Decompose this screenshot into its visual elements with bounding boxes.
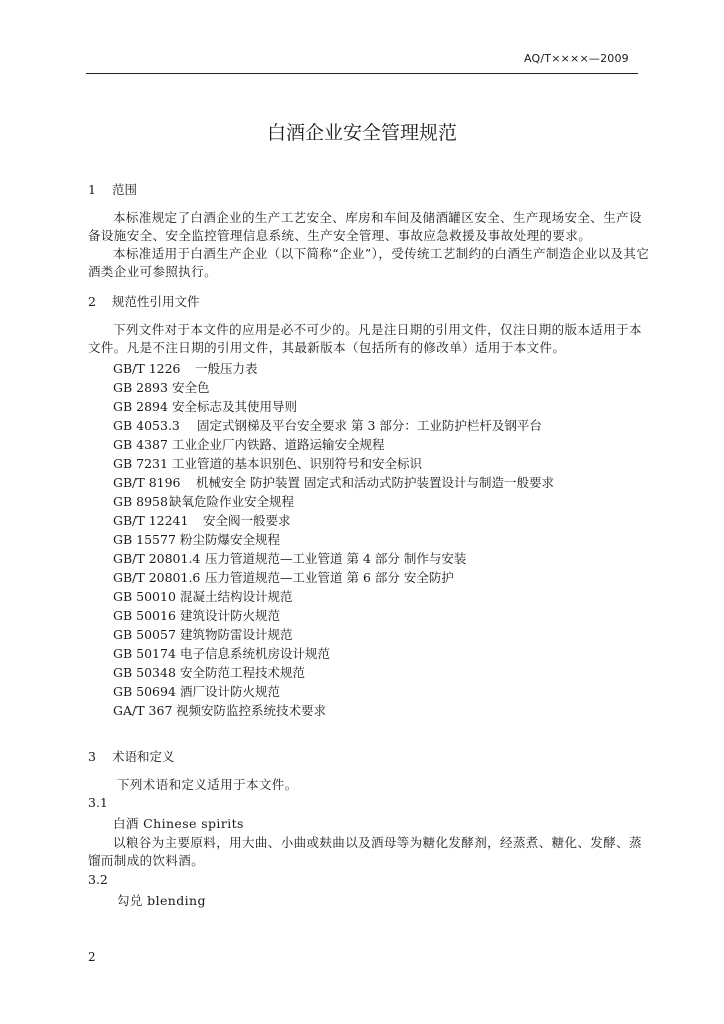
reference-item: [113, 492, 294, 510]
reference-title: 混凝土结构设计规范: [180, 589, 293, 604]
reference-item: [113, 549, 466, 567]
paragraph-line: 下列文件对于本文件的应用是必不可少的。凡是注日期的引用文件，仅注日期的版本适用于本: [113, 322, 642, 337]
reference-title: 压力管道规范—工业管道 第 6 部分 安全防护: [205, 570, 454, 585]
term-number: 3.1: [88, 795, 108, 810]
reference-item: [113, 435, 385, 453]
reference-title: 一般压力表: [195, 361, 258, 376]
reference-code: GB 50348: [113, 665, 176, 680]
reference-title: 粉尘防爆安全规程: [180, 532, 281, 547]
header-rule: [86, 73, 638, 74]
reference-item: [113, 644, 330, 662]
reference-title: 缺氧危险作业安全规程: [169, 494, 295, 509]
reference-item: [113, 378, 210, 396]
reference-item: [113, 397, 297, 415]
reference-item: [113, 511, 291, 529]
section-number: 1: [88, 182, 96, 197]
reference-title: 建筑物防雷设计规范: [180, 627, 293, 642]
reference-title: 安全阀一般要求: [203, 513, 291, 528]
reference-code: GB 8958: [113, 494, 168, 509]
reference-title: 电子信息系统机房设计规范: [180, 646, 331, 661]
reference-title: 酒厂设计防火规范: [180, 684, 281, 699]
paragraph-line: 本标准规定了白酒企业的生产工艺安全、库房和车间及储酒罐区安全、生产现场安全、生产设: [113, 210, 642, 225]
reference-item: [113, 606, 280, 624]
section-title: 范围: [111, 182, 137, 197]
section-title: 术语和定义: [111, 749, 175, 764]
section-2-heading: [88, 292, 200, 310]
reference-item: [113, 530, 280, 548]
reference-code: GB 7231: [113, 456, 168, 471]
reference-item: [113, 454, 422, 472]
page-number: 2: [88, 950, 96, 964]
reference-code: GB 4387: [113, 437, 168, 452]
reference-title: 安全防范工程技术规范: [180, 665, 306, 680]
paragraph-line: 文件。凡是不注日期的引用文件，其最新版本（包括所有的修改单）适用于本文件。: [88, 340, 566, 355]
reference-item: [113, 416, 542, 434]
reference-item: [113, 473, 554, 491]
reference-title: 工业企业厂内铁路、道路运输安全规程: [172, 437, 385, 452]
section-number: 2: [88, 294, 96, 309]
reference-code: GB 50174: [113, 646, 176, 661]
reference-item: [113, 682, 280, 700]
reference-code: GB 2894: [113, 399, 168, 414]
term-definition-line: 以粮谷为主要原料，用大曲、小曲或麸曲以及酒母等为糖化发酵剂，经蒸煮、糖化、发酵、蒸: [113, 835, 642, 850]
reference-item: [113, 625, 293, 643]
reference-title: 压力管道规范—工业管道 第 4 部分 制作与安装: [205, 551, 467, 566]
term-definition-line: 馏而制成的饮料酒。: [88, 853, 205, 868]
reference-title: 视频安防监控系统技术要求: [176, 703, 327, 718]
reference-code: GB 4053.3: [113, 418, 180, 433]
reference-code: GA/T 367: [113, 703, 173, 718]
term-name: 白酒 Chinese spirits: [113, 816, 244, 831]
document-code: AQ/T××××—2009: [524, 52, 629, 65]
reference-item: [113, 568, 454, 586]
reference-code: GB/T 8196: [113, 475, 181, 490]
term-name: 勾兑 blending: [117, 893, 206, 908]
reference-item: [113, 663, 305, 681]
reference-title: 建筑设计防火规范: [180, 608, 281, 623]
reference-code: GB 15577: [113, 532, 176, 547]
paragraph-line: 备设施安全、安全监控管理信息系统、生产安全管理、事故应急救援及事故处理的要求。: [88, 228, 592, 243]
reference-code: GB 2893: [113, 380, 168, 395]
reference-title: 机械安全 防护装置 固定式和活动式防护装置设计与制造一般要求: [196, 475, 554, 490]
section-1-heading: [88, 180, 137, 198]
section-title: 规范性引用文件: [111, 294, 200, 309]
section-number: 3: [88, 749, 96, 764]
reference-code: GB 50694: [113, 684, 176, 699]
section-3-heading: [88, 747, 175, 765]
reference-title: 安全色: [172, 380, 210, 395]
reference-code: GB 50010: [113, 589, 176, 604]
reference-code: GB 50057: [113, 627, 176, 642]
reference-code: GB/T 20801.6: [113, 570, 201, 585]
reference-code: GB/T 12241: [113, 513, 189, 528]
reference-title: 工业管道的基本识别色、识别符号和安全标识: [172, 456, 423, 471]
reference-code: GB/T 1226: [113, 361, 181, 376]
paragraph-line: 酒类企业可参照执行。: [88, 264, 218, 279]
reference-item: [113, 359, 258, 377]
reference-code: GB/T 20801.4: [113, 551, 201, 566]
term-number: 3.2: [88, 872, 108, 887]
reference-item: [113, 701, 326, 719]
page-title: 白酒企业安全管理规范: [266, 122, 457, 144]
reference-code: GB 50016: [113, 608, 176, 623]
reference-title: 安全标志及其使用导则: [172, 399, 298, 414]
reference-item: [113, 587, 293, 605]
paragraph-line: 本标准适用于白酒生产企业（以下简称“企业”），受传统工艺制约的白酒生产制造企业以及其它: [113, 246, 650, 261]
reference-title: 固定式钢梯及平台安全要求 第 3 部分：工业防护栏杆及钢平台: [197, 418, 542, 433]
paragraph-line: 下列术语和定义适用于本文件。: [117, 777, 298, 792]
